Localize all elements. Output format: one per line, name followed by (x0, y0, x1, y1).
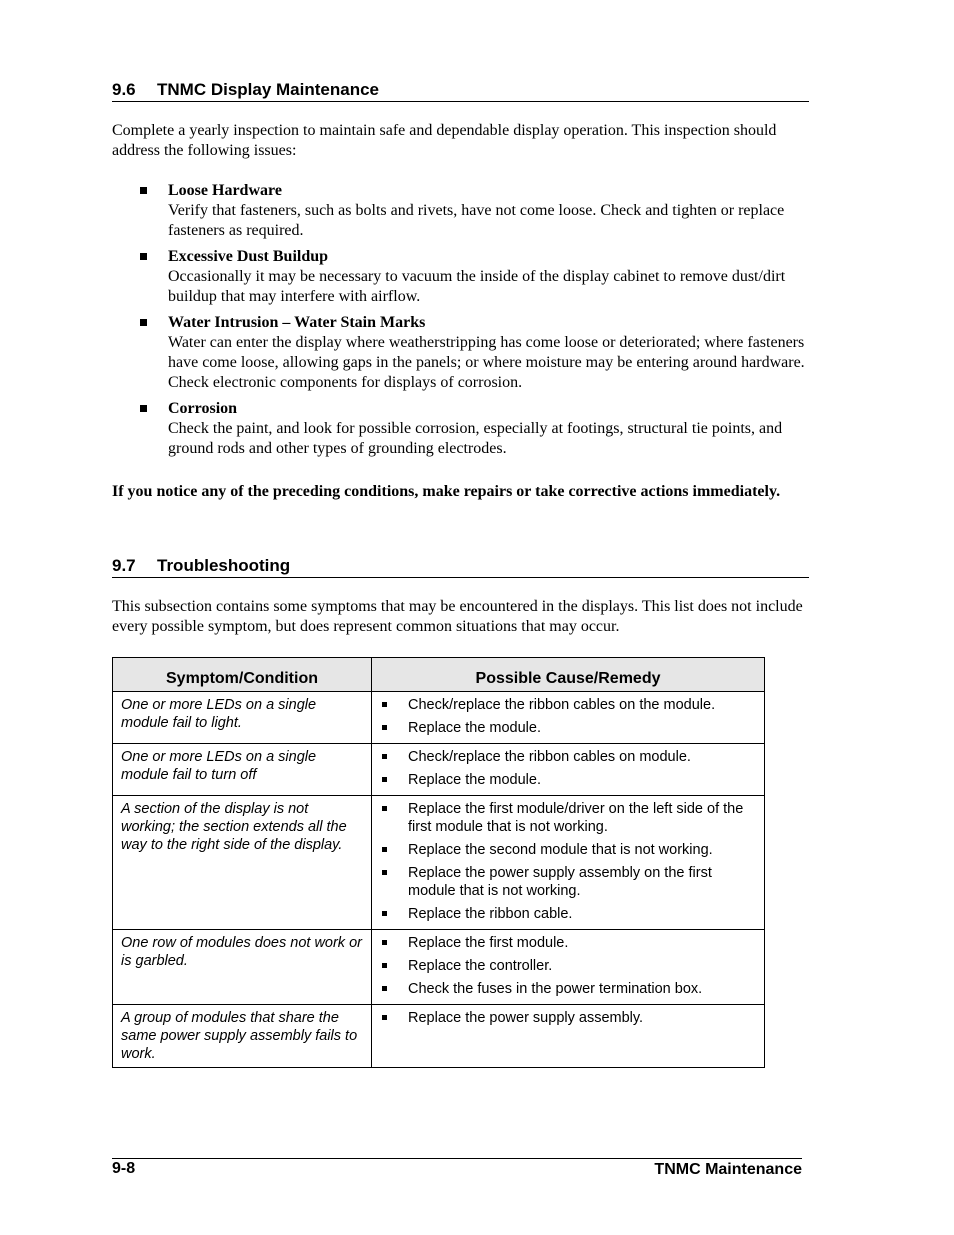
remedy-item (380, 719, 756, 737)
remedy-item (380, 934, 756, 952)
bullet-square-icon (382, 702, 387, 707)
bullet-square-icon (382, 940, 387, 945)
table-header-row (113, 658, 765, 692)
section-number: 9.7 (112, 556, 136, 575)
symptom-cell: One row of modules does not work or is garbled. (113, 930, 372, 1005)
maintenance-intro: Complete a yearly inspection to maintain safe and dependable display operation. This inspection should address the following issues: (112, 122, 777, 159)
remedy-item (380, 771, 756, 789)
remedy-text: Replace the controller. (408, 958, 553, 974)
remedy-cell (372, 744, 765, 796)
bullet-square-icon (382, 1015, 387, 1020)
section-heading-9-7 (112, 556, 809, 578)
remedy-text: Replace the module. (408, 772, 541, 788)
bullet-square-icon (382, 777, 387, 782)
remedy-item (380, 1009, 756, 1027)
remedy-item (380, 748, 756, 766)
chapter-title: TNMC Maintenance (654, 1161, 802, 1178)
footer-divider (112, 1158, 802, 1159)
symptom-cell: A section of the display is not working; the section extends all the way to the right side of the display. (113, 796, 372, 930)
bullet-square-icon (382, 754, 387, 759)
bullet-square-icon (382, 870, 387, 875)
symptom-cell: A group of modules that share the same power supply assembly fails to work. (113, 1005, 372, 1068)
inspection-list (112, 181, 812, 465)
bullet-square-icon (382, 911, 387, 916)
list-item (112, 399, 812, 459)
remedy-item (380, 800, 756, 836)
item-title: Loose Hardware (168, 182, 282, 199)
section-title: Troubleshooting (157, 556, 291, 575)
symptom-cell: One or more LEDs on a single module fail to turn off (113, 744, 372, 796)
remedy-item (380, 696, 756, 714)
bullet-square-icon (140, 319, 147, 326)
table-row (113, 930, 765, 1005)
item-text: Verify that fasteners, such as bolts and rivets, have not come loose. Check and tighten or replace fasteners as required. (168, 202, 785, 239)
list-item (112, 181, 812, 241)
item-title: Water Intrusion – Water Stain Marks (168, 314, 426, 331)
section-title: TNMC Display Maintenance (157, 80, 379, 99)
symptom-cell: One or more LEDs on a single module fail to light. (113, 692, 372, 744)
remedy-text: Replace the module. (408, 720, 541, 736)
remedy-text: Replace the first module. (408, 935, 569, 951)
table-row (113, 1005, 765, 1068)
remedy-cell (372, 1005, 765, 1068)
item-text: Water can enter the display where weatherstripping has come loose or deteriorated; where fasteners have come loose, allowing gaps in the panels; or where moisture may be entering around hardware. Check electronic components for displays of corrosion. (168, 334, 805, 391)
remedy-text: Replace the ribbon cable. (408, 906, 573, 922)
corrective-action-warning: If you notice any of the preceding conditions, make repairs or take corrective actions immediately. (112, 483, 781, 500)
bullet-square-icon (382, 986, 387, 991)
list-item (112, 247, 812, 307)
remedy-item (380, 841, 756, 859)
list-item (112, 313, 812, 393)
remedy-item (380, 864, 756, 900)
section-number: 9.6 (112, 80, 136, 99)
item-text: Occasionally it may be necessary to vacuum the inside of the display cabinet to remove dust/dirt buildup that may interfere with airflow. (168, 268, 786, 305)
section-heading-9-6 (112, 80, 809, 102)
table-row (113, 692, 765, 744)
remedy-item (380, 980, 756, 998)
table-row (113, 796, 765, 930)
item-text: Check the paint, and look for possible corrosion, especially at footings, structural tie points, and ground rods and other types of grounding electrodes. (168, 420, 783, 457)
bullet-square-icon (140, 405, 147, 412)
remedy-text: Replace the second module that is not working. (408, 842, 713, 858)
remedy-item (380, 957, 756, 975)
remedy-item (380, 905, 756, 923)
remedy-cell (372, 930, 765, 1005)
remedy-text: Check/replace the ribbon cables on module. (408, 749, 691, 765)
column-header-remedy: Possible Cause/Remedy (372, 658, 765, 692)
bullet-square-icon (382, 847, 387, 852)
item-title: Corrosion (168, 400, 238, 417)
remedy-cell (372, 692, 765, 744)
troubleshooting-intro: This subsection contains some symptoms that may be encountered in the displays. This list does not include every possible symptom, but does represent common situations that may occur. (112, 598, 803, 635)
bullet-square-icon (382, 963, 387, 968)
troubleshooting-table (112, 657, 765, 1068)
remedy-text: Check/replace the ribbon cables on the module. (408, 697, 716, 713)
remedy-text: Replace the power supply assembly on the first module that is not working. (408, 865, 712, 899)
remedy-text: Check the fuses in the power termination box. (408, 981, 703, 997)
page-number: 9-8 (112, 1160, 136, 1177)
bullet-square-icon (140, 253, 147, 260)
bullet-square-icon (140, 187, 147, 194)
bullet-square-icon (382, 725, 387, 730)
bullet-square-icon (382, 806, 387, 811)
remedy-cell (372, 796, 765, 930)
column-header-symptom: Symptom/Condition (113, 658, 372, 692)
item-title: Excessive Dust Buildup (168, 248, 329, 265)
table-row (113, 744, 765, 796)
remedy-text: Replace the power supply assembly. (408, 1010, 644, 1026)
remedy-text: Replace the first module/driver on the left side of the first module that is not working. (408, 801, 744, 835)
